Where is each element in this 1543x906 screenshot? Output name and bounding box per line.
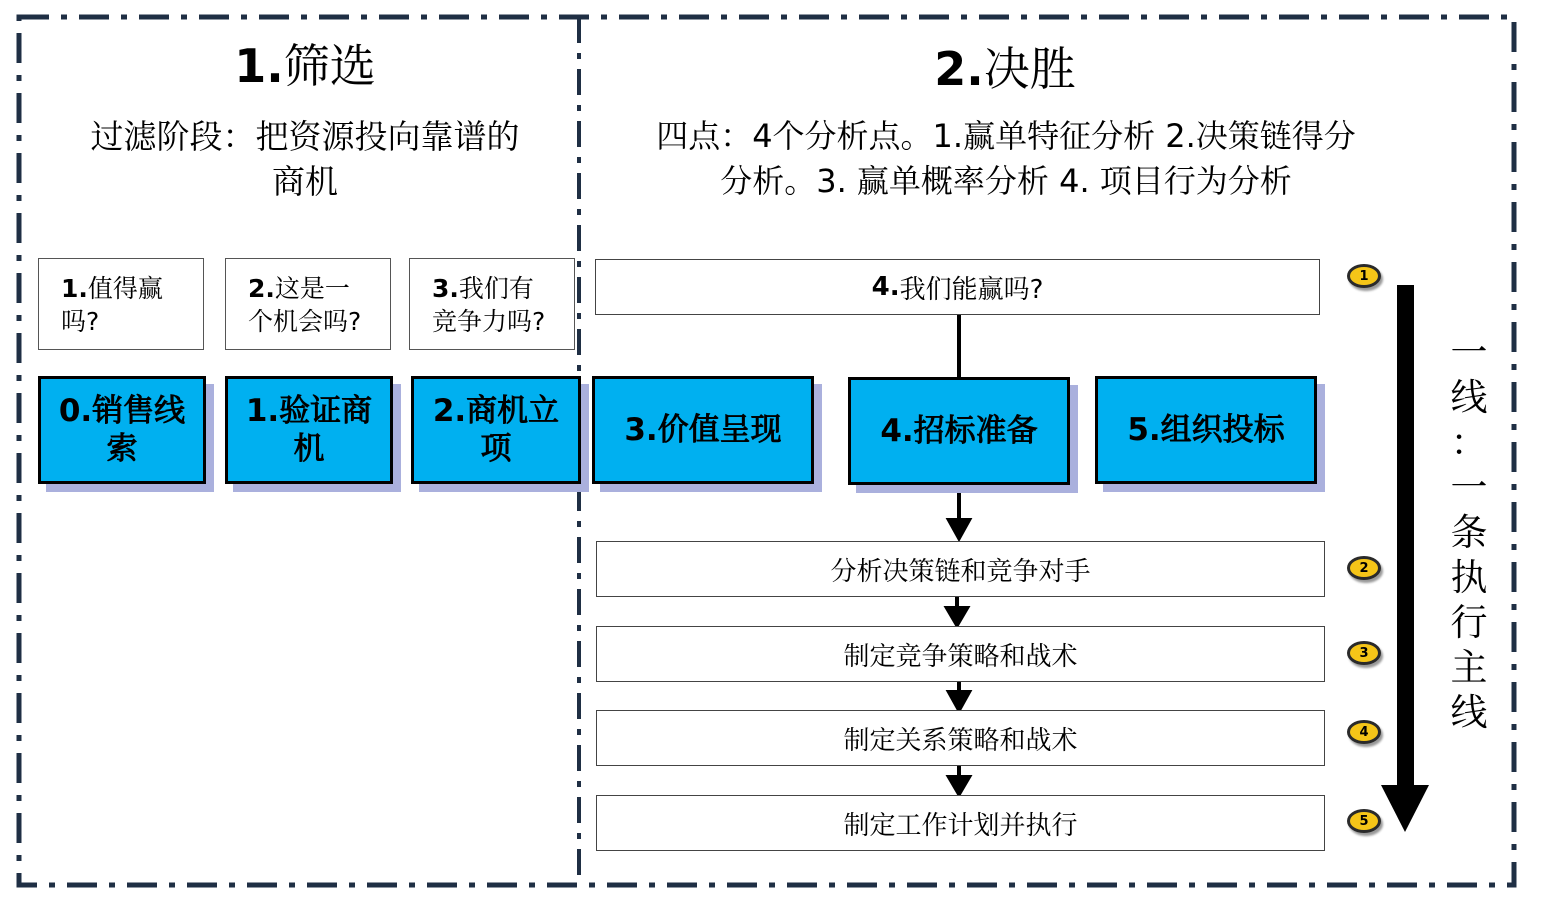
- win-description: [596, 114, 1416, 204]
- screen-desc-line2: 商机: [272, 162, 338, 201]
- step-text: 制定工作计划并执行: [843, 810, 1078, 841]
- step-badge-2: 2: [1347, 556, 1381, 580]
- main-line-vertical-text: [1447, 330, 1491, 735]
- question-num: 3.: [432, 274, 459, 303]
- question-text: 我们有: [458, 274, 534, 303]
- stage-label: 0.销售线: [58, 393, 186, 429]
- win-title-num: 2.: [934, 42, 984, 96]
- screen-title-num: 1.: [234, 39, 284, 93]
- step-badge-4: 4: [1347, 720, 1381, 744]
- stage-label: 3.价值呈现: [624, 412, 782, 448]
- question-box-3: [409, 258, 575, 350]
- question-num: 1.: [61, 274, 88, 303]
- side-char: 线: [1450, 691, 1488, 734]
- stage-label: 4.招标准备: [880, 413, 1038, 449]
- step-relationship-strategy: [596, 710, 1325, 766]
- stage-organize-bid: [1095, 376, 1317, 484]
- stage-verify-opportunity: [225, 376, 393, 484]
- side-char: 行: [1450, 601, 1488, 644]
- stage-label: 5.组织投标: [1127, 412, 1285, 448]
- stage-label: 1.验证商: [245, 393, 373, 429]
- question-text: 值得赢: [87, 274, 163, 303]
- win-title-text: 决胜: [983, 42, 1076, 96]
- side-char: 主: [1450, 646, 1488, 689]
- question-box-1: [38, 258, 204, 350]
- stage-label: 索: [106, 431, 138, 467]
- win-desc-line2: 分析。3. 赢单概率分析 4. 项目行为分析: [720, 162, 1292, 200]
- question-text: 个机会吗?: [248, 307, 362, 336]
- screen-desc-line1: 过滤阶段：把资源投向靠谱的: [90, 117, 520, 156]
- stage-opportunity-setup: [411, 376, 581, 484]
- step-competitive-strategy: [596, 626, 1325, 682]
- step-text: 制定竞争策略和战术: [843, 641, 1078, 672]
- side-char: 一: [1450, 466, 1488, 509]
- stage-label: 机: [293, 431, 325, 467]
- question-text: 吗?: [61, 307, 100, 336]
- step-text: 制定关系策略和战术: [843, 725, 1078, 756]
- step-badge-1: 1: [1347, 264, 1381, 288]
- step-work-plan: [596, 795, 1325, 851]
- stage-label: 2.商机立: [432, 393, 560, 429]
- win-desc-line1: 四点：4个分析点。1.赢单特征分析 2.决策链得分: [656, 117, 1356, 155]
- side-char: ：: [1450, 421, 1488, 464]
- win-title: [900, 33, 1110, 99]
- stage-value-presentation: [592, 376, 814, 484]
- question-text: 这是一: [274, 274, 350, 303]
- screen-title: [200, 30, 410, 96]
- step-badge-5: 5: [1347, 809, 1381, 833]
- step-badge-3: 3: [1347, 641, 1381, 665]
- stage-label: 项: [480, 431, 512, 467]
- side-char: 一: [1450, 331, 1488, 374]
- side-char: 条: [1450, 511, 1488, 554]
- step-analyze-decision-chain: [596, 541, 1325, 597]
- step-can-we-win: [595, 259, 1320, 315]
- stage-sales-lead: [38, 376, 206, 484]
- question-box-2: [225, 258, 391, 350]
- question-text: 竞争力吗?: [432, 307, 546, 336]
- step-num: 4.: [871, 272, 900, 302]
- side-char: 执: [1450, 556, 1488, 599]
- stage-bid-preparation: [848, 377, 1070, 485]
- screen-description: [45, 114, 565, 204]
- step-text: 我们能赢吗?: [899, 274, 1044, 305]
- step-text: 分析决策链和竞争对手: [830, 556, 1091, 587]
- side-char: 线: [1450, 376, 1488, 419]
- main-line-arrow: [1381, 285, 1429, 832]
- question-num: 2.: [248, 274, 275, 303]
- screen-title-text: 筛选: [283, 39, 376, 93]
